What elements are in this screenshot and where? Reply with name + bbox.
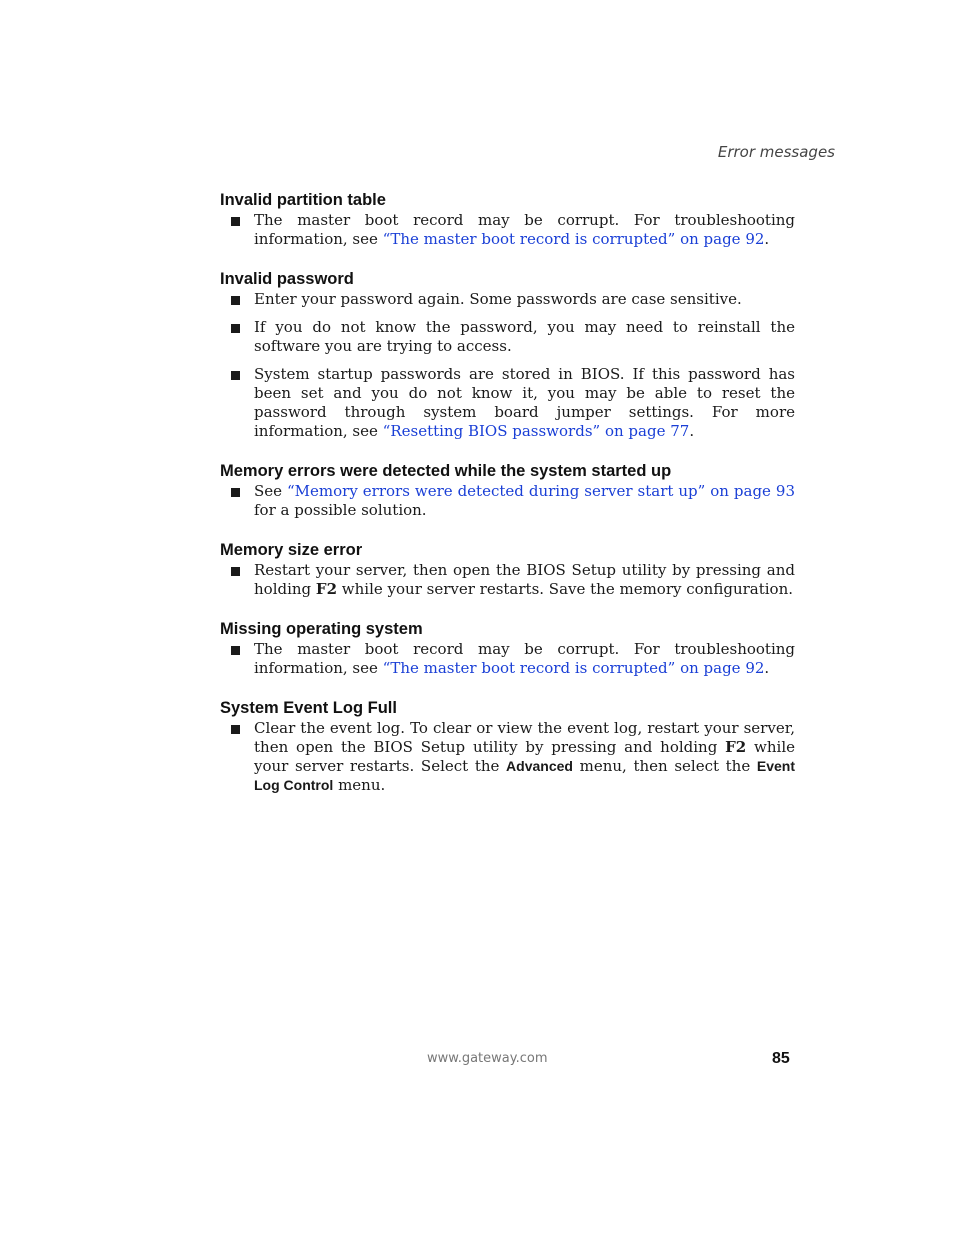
square-bullet-icon — [231, 488, 240, 497]
item-text — [254, 561, 795, 599]
cross-reference-link[interactable]: “The master boot record is corrupted” on page 92 — [382, 659, 765, 677]
list-item — [220, 719, 795, 795]
section-heading: Invalid password — [220, 270, 354, 288]
square-bullet-icon — [231, 567, 240, 576]
cross-reference-link[interactable]: “The master boot record is corrupted” on page 92 — [382, 230, 765, 248]
item-text — [254, 211, 795, 249]
key-name: F2 — [315, 580, 338, 598]
page-number: 85 — [772, 1050, 790, 1067]
text-run: Clear the event log. To clear or view the event log, restart your server, then open the BIOS Setup utility by pressing and holding — [254, 719, 795, 756]
text-run: while your server restarts. Save the memory configuration. — [337, 580, 794, 598]
section-invalid-password — [220, 269, 795, 441]
square-bullet-icon — [231, 725, 240, 734]
item-text: Enter your password again. Some passwords are case sensitive. — [254, 290, 742, 308]
section-missing-operating-system — [220, 619, 795, 678]
section-heading: Invalid partition table — [220, 191, 386, 209]
list-item — [220, 318, 795, 356]
text-run: System startup passwords are stored in BIOS. If this password has been set and you do not know it, you may be able to reset the password through system board jumper settings. For more information, see — [254, 365, 795, 440]
text-run: menu, then select the — [572, 757, 757, 775]
square-bullet-icon — [231, 324, 240, 333]
text-run: for a possible solution. — [254, 501, 427, 519]
list-item — [220, 561, 795, 599]
main-content — [220, 190, 795, 815]
item-text — [254, 640, 795, 678]
text-run: while your server restarts. Select the — [254, 738, 795, 775]
item-text — [254, 719, 795, 795]
list-item — [220, 365, 795, 441]
section-memory-size-error — [220, 540, 795, 599]
item-text: If you do not know the password, you may need to reinstall the software you are trying to access. — [254, 318, 795, 355]
section-system-event-log-full — [220, 698, 795, 795]
item-text — [254, 482, 795, 520]
square-bullet-icon — [231, 646, 240, 655]
section-heading: Memory errors were detected while the system started up — [220, 462, 672, 480]
square-bullet-icon — [231, 296, 240, 305]
list-item — [220, 640, 795, 678]
text-run: The master boot record may be corrupt. For troubleshooting information, see — [254, 211, 795, 248]
item-text — [254, 365, 795, 441]
section-memory-errors — [220, 461, 795, 520]
running-head: Error messages — [717, 143, 835, 161]
text-run: . — [689, 422, 695, 440]
section-heading: Memory size error — [220, 541, 363, 559]
text-run: menu. — [333, 776, 386, 794]
text-run: . — [764, 659, 770, 677]
cross-reference-link[interactable]: “Memory errors were detected during server start up” on page 93 — [287, 482, 795, 500]
menu-name-event-log-control: Event Log Control — [254, 758, 795, 793]
square-bullet-icon — [231, 217, 240, 226]
footer-url: www.gateway.com — [427, 1051, 548, 1066]
cross-reference-link[interactable]: “Resetting BIOS passwords” on page 77 — [382, 422, 690, 440]
text-run: Restart your server, then open the BIOS Setup utility by pressing and holding — [254, 561, 795, 598]
list-item — [220, 211, 795, 249]
text-run: The master boot record may be corrupt. For troubleshooting information, see — [254, 640, 795, 677]
key-name: F2 — [725, 738, 747, 756]
list-item — [220, 482, 795, 520]
section-invalid-partition-table — [220, 190, 795, 249]
square-bullet-icon — [231, 371, 240, 380]
section-heading: System Event Log Full — [220, 699, 397, 717]
list-item — [220, 290, 795, 309]
section-heading: Missing operating system — [220, 620, 423, 638]
menu-name-advanced: Advanced — [506, 758, 573, 774]
text-run: See — [254, 482, 287, 500]
text-run: . — [764, 230, 770, 248]
